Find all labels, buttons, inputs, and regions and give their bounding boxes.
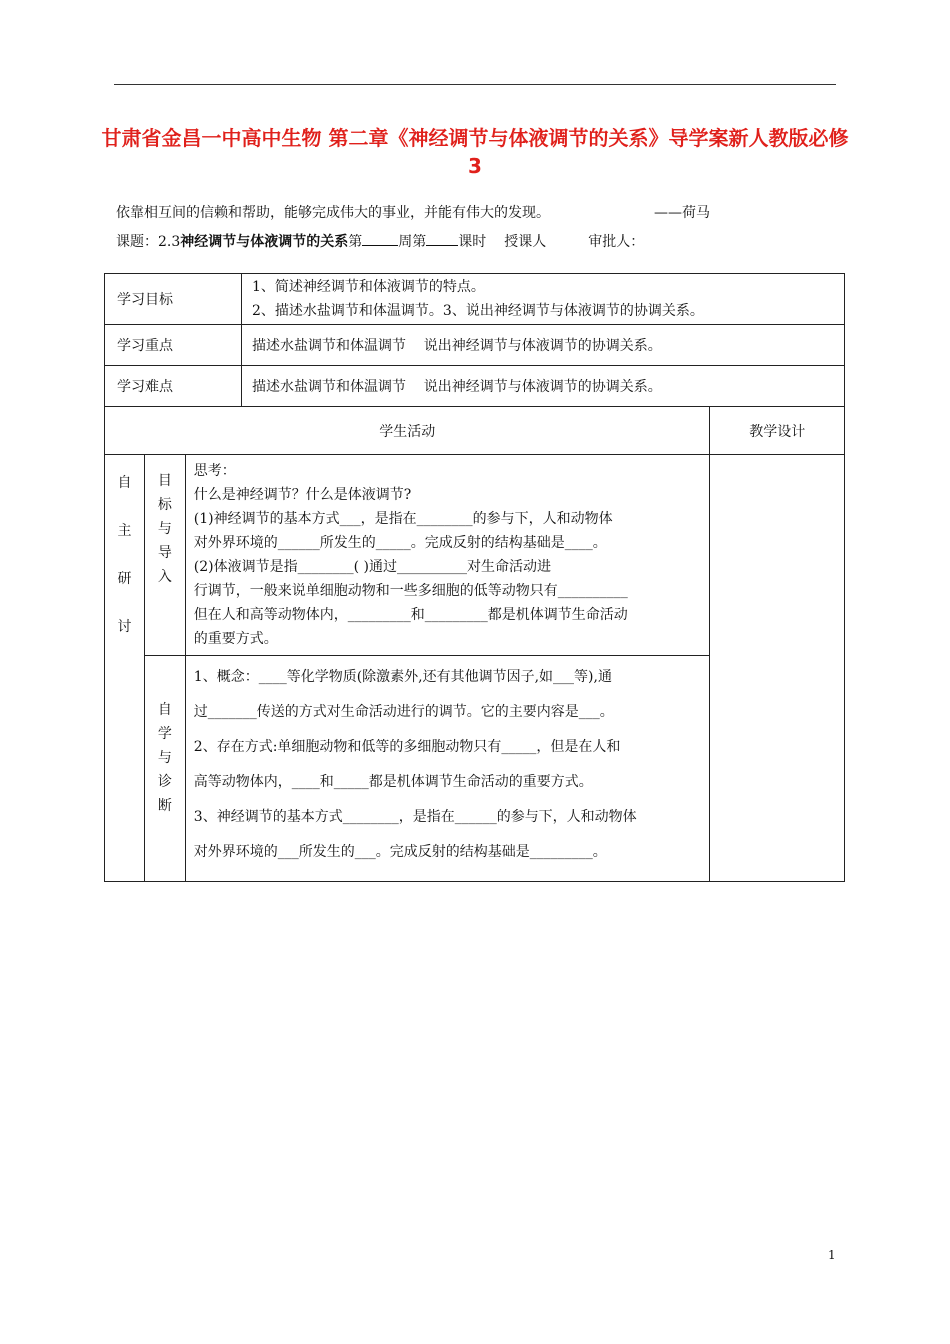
intro-line: 行调节，一般来说单细胞动物和一些多细胞的低等动物只有__________	[193, 583, 628, 599]
difficulty-content: 描述水盐调节和体温调节 说出神经调节与体液调节的协调关系。	[242, 366, 845, 407]
teaching-design-cell	[710, 455, 845, 882]
motto-line	[116, 202, 710, 222]
objectives-line-1: 1、简述神经调节和体液调节的特点。	[252, 279, 485, 295]
intro-line: 对外界环境的______所发生的_____。完成反射的结构基础是____。	[193, 535, 607, 551]
learning-goals-table	[104, 273, 845, 407]
approver-label: 审批人：	[588, 234, 645, 250]
key-points-row	[105, 325, 845, 366]
diagnosis-line: 对外界环境的___所发生的___。完成反射的结构基础是_________。	[193, 844, 607, 860]
intro-row	[105, 455, 845, 656]
motto-text: 依靠相互间的信赖和帮助，能够完成伟大的事业，并能有伟大的发现。	[116, 205, 550, 221]
objectives-row	[105, 274, 845, 325]
week-label: 周第	[398, 234, 427, 250]
period-label: 课时	[458, 234, 487, 250]
difficulty-label: 学习难点	[105, 366, 242, 407]
week-prefix: 第	[348, 234, 363, 250]
goals-intro-label: 目 标 与 导 入	[144, 455, 185, 656]
key-points-label: 学习重点	[105, 325, 242, 366]
activity-header-row	[105, 407, 845, 455]
intro-line: 但在人和高等动物体内，_________和_________都是机体调节生命活动	[193, 607, 628, 623]
period-blank[interactable]	[426, 231, 458, 246]
diagnosis-line: 过_______传送的方式对生命活动进行的调节。它的主要内容是___。	[193, 704, 614, 720]
teacher-label: 授课人	[504, 234, 547, 250]
intro-line: 思考：	[193, 463, 236, 479]
lesson-prefix: 课题：2.3	[116, 234, 181, 250]
key-points-content: 描述水盐调节和体温调节 说出神经调节与体液调节的协调关系。	[242, 325, 845, 366]
intro-line: 的重要方式。	[193, 631, 278, 647]
intro-line: (2)体液调节是指________( )通过__________对生命活动进	[193, 559, 551, 575]
objectives-content	[242, 274, 845, 325]
self-study-section-label: 自 主 研 讨	[105, 455, 145, 882]
diagnosis-line: 2、存在方式:单细胞动物和低等的多细胞动物只有_____，但是在人和	[193, 739, 621, 755]
activity-table	[104, 406, 845, 882]
document-title: 甘肃省金昌一中高中生物 第二章《神经调节与体液调节的关系》导学案新人教版必修3	[101, 126, 849, 178]
student-activity-header: 学生活动	[105, 407, 710, 455]
lesson-info-line	[116, 231, 644, 251]
lesson-topic: 神经调节与体液调节的关系	[180, 234, 349, 250]
difficulty-row	[105, 366, 845, 407]
teaching-design-header: 教学设计	[710, 407, 845, 455]
self-diagnosis-content	[185, 656, 710, 882]
diagnosis-line: 3、神经调节的基本方式________，是指在______的参与下，人和动物体	[193, 809, 637, 825]
motto-author: ——荷马	[654, 205, 710, 221]
page-number: 1	[828, 1248, 836, 1262]
goals-intro-content	[185, 455, 710, 656]
intro-line: 什么是神经调节？什么是体液调节?	[193, 487, 412, 503]
intro-line: (1)神经调节的基本方式___，是指在________的参与下，人和动物体	[193, 511, 613, 527]
self-diagnosis-label: 自 学 与 诊 断	[144, 656, 185, 882]
diagnosis-line: 高等动物体内，____和_____都是机体调节生命活动的重要方式。	[193, 774, 593, 790]
objectives-line-2: 2、描述水盐调节和体温调节。3、说出神经调节与体液调节的协调关系。	[252, 303, 704, 319]
diagnosis-line: 1、概念：____等化学物质(除激素外,还有其他调节因子,如___等),通	[193, 669, 612, 685]
header-rule	[114, 84, 836, 85]
objectives-label: 学习目标	[105, 274, 242, 325]
week-blank[interactable]	[362, 231, 398, 246]
